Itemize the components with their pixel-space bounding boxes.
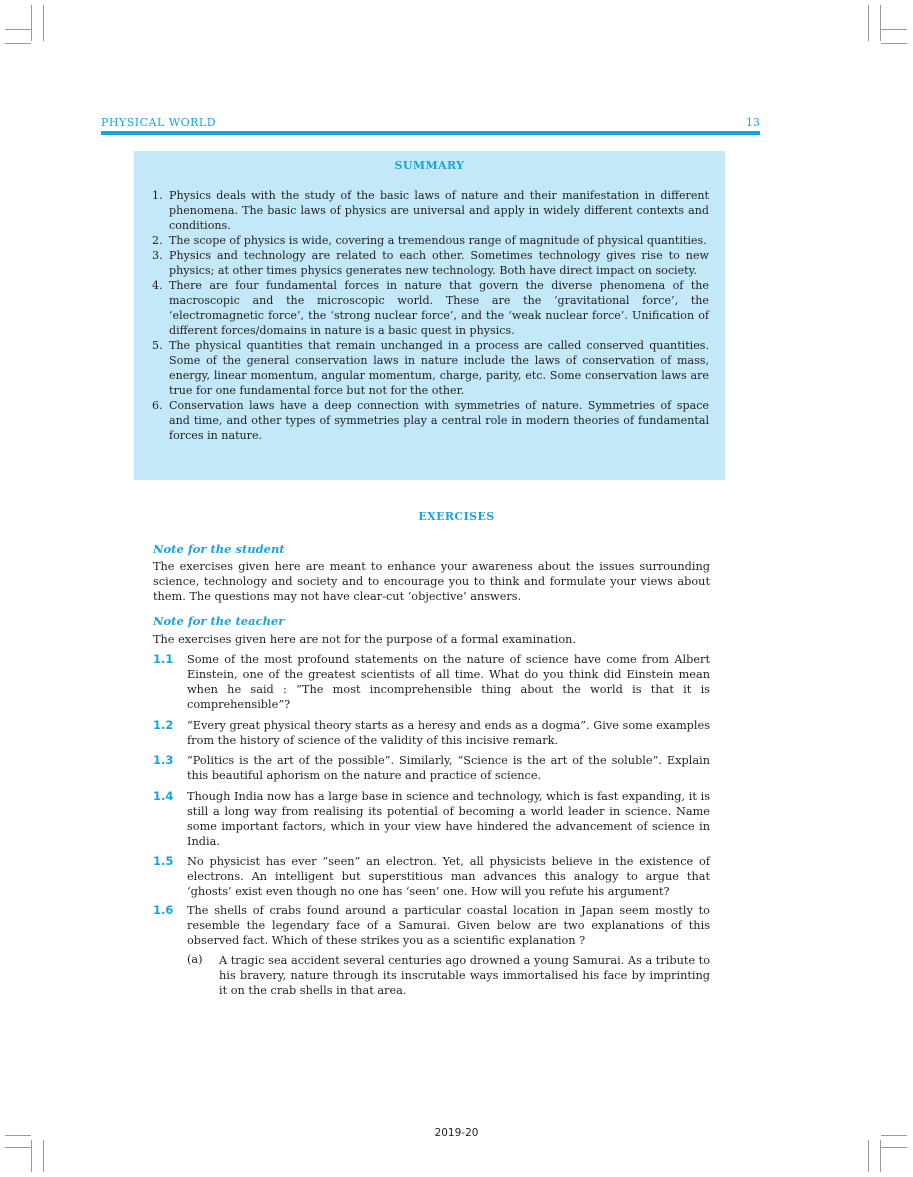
- note-teacher-text: The exercises given here are not for the purpose of a formal examination.: [153, 633, 577, 646]
- question-text: Though India now has a large base in science and technology, which is fast expanding, it is still a long way from realising its potential of becoming a world leader in science. Name some important factors, which in your view have hindered the advancement of science in India.: [187, 790, 710, 848]
- question-number: 1.1: [153, 652, 174, 666]
- exercise-question: [153, 652, 710, 712]
- crop-mark: [880, 5, 881, 41]
- footer-year: 2019-20: [434, 1127, 479, 1139]
- exercise-question: [153, 789, 710, 849]
- summary-item-text: Physics deals with the study of the basic laws of nature and their manifestation in different phenomena. The basic laws of physics are universal and apply in widely different contexts and conditions.: [169, 189, 709, 232]
- crop-mark: [868, 5, 869, 41]
- page-header: [101, 116, 760, 138]
- summary-item-number: 5.: [152, 339, 163, 352]
- summary-item-number: 3.: [152, 249, 163, 262]
- crop-mark: [868, 1140, 869, 1172]
- summary-item-number: 6.: [152, 399, 163, 412]
- note-teacher-heading: Note for the teacher: [153, 614, 285, 628]
- header-rule: [101, 131, 760, 135]
- summary-item: [152, 338, 709, 398]
- note-student-heading: Note for the student: [153, 542, 285, 556]
- exercise-question: [153, 903, 710, 948]
- crop-mark: [880, 1140, 881, 1172]
- question-text: “Every great physical theory starts as a heresy and ends as a dogma”. Give some examples from the history of science of the validity of this incisive remark.: [187, 719, 710, 747]
- crop-mark: [31, 1140, 32, 1172]
- exercise-sub-item: [187, 953, 710, 998]
- summary-item-text: There are four fundamental forces in nature that govern the diverse phenomena of the macroscopic and the microscopic world. These are the ‘gravitational force’, the ‘electromagnetic force’, the ‘strong nuclear force’, and the ‘weak nuclear force’. Unification of different forces/domains in nature is a basic quest in physics.: [169, 279, 709, 337]
- note-student-text: The exercises given here are meant to enhance your awareness about the issues surrounding science, technology and society and to encourage you to think and formulate your views about them. The questions may not have clear-cut ‘objective’ answers.: [153, 560, 710, 603]
- question-text: “Politics is the art of the possible”. Similarly, “Science is the art of the soluble”. Explain this beautiful aphorism on the nature and practice of science.: [187, 754, 710, 782]
- summary-box: [134, 151, 725, 480]
- summary-item: [152, 233, 709, 248]
- question-number: 1.4: [153, 789, 174, 803]
- crop-mark: [43, 5, 44, 41]
- exercise-question: [153, 753, 710, 783]
- summary-item-text: The physical quantities that remain unchanged in a process are called conserved quantities. Some of the general conservation laws in nature include the laws of conservation of mass, energy, linear momentum, angular momentum, charge, parity, etc. Some conservation laws are true for one fundamental force but not for the other.: [169, 339, 709, 397]
- crop-mark: [881, 1147, 907, 1148]
- summary-item: [152, 398, 709, 443]
- summary-item-text: Conservation laws have a deep connection with symmetries of nature. Symmetries of space and time, and other types of symmetries play a central role in modern theories of fundamental forces in nature.: [169, 399, 709, 442]
- summary-item-text: The scope of physics is wide, covering a tremendous range of magnitude of physical quantities.: [169, 234, 707, 247]
- running-section-title: PHYSICAL WORLD: [101, 116, 217, 129]
- exercise-question: [153, 854, 710, 899]
- summary-title: SUMMARY: [394, 159, 465, 172]
- question-text: The shells of crabs found around a particular coastal location in Japan seem mostly to resemble the legendary face of a Samurai. Given below are two explanations of this observed fact. Which of these strikes you as a scientific explanation ?: [187, 904, 710, 947]
- question-number: 1.6: [153, 903, 174, 917]
- question-number: 1.3: [153, 753, 174, 767]
- crop-mark: [5, 43, 31, 44]
- summary-item-number: 2.: [152, 234, 163, 247]
- summary-item: [152, 188, 709, 233]
- crop-mark: [881, 29, 907, 30]
- question-number: 1.5: [153, 854, 174, 868]
- sub-item-text: A tragic sea accident several centuries ago drowned a young Samurai. As a tribute to his bravery, nature through its inscrutable ways immortalised his face by imprinting it on the crab shells in that area.: [219, 954, 711, 997]
- crop-mark: [31, 5, 32, 41]
- crop-mark: [881, 43, 907, 44]
- crop-mark: [43, 1140, 44, 1172]
- summary-item: [152, 248, 709, 278]
- question-text: No physicist has ever “seen” an electron. Yet, all physicists believe in the existence of electrons. An intelligent but superstitious man advances this analogy to argue that ‘ghosts’ exist even though no one has ‘seen’ one. How will you refute his argument?: [187, 855, 710, 898]
- summary-item: [152, 278, 709, 338]
- exercise-question: [153, 718, 710, 748]
- summary-list: [152, 188, 709, 443]
- question-text: Some of the most profound statements on the nature of science have come from Albert Einstein, one of the greatest scientists of all time. What do you think did Einstein mean when he said : “The most incomprehensible thing about the world is that it is comprehensible”?: [187, 653, 710, 711]
- summary-item-number: 1.: [152, 189, 163, 202]
- crop-mark: [5, 29, 31, 30]
- summary-item-number: 4.: [152, 279, 163, 292]
- question-number: 1.2: [153, 718, 174, 732]
- exercises-title: EXERCISES: [418, 510, 495, 523]
- sub-item-label: (a): [187, 953, 203, 966]
- crop-mark: [5, 1147, 31, 1148]
- page-number: 13: [746, 116, 760, 129]
- summary-item-text: Physics and technology are related to each other. Sometimes technology gives rise to new physics; at other times physics generates new technology. Both have direct impact on society.: [169, 249, 709, 277]
